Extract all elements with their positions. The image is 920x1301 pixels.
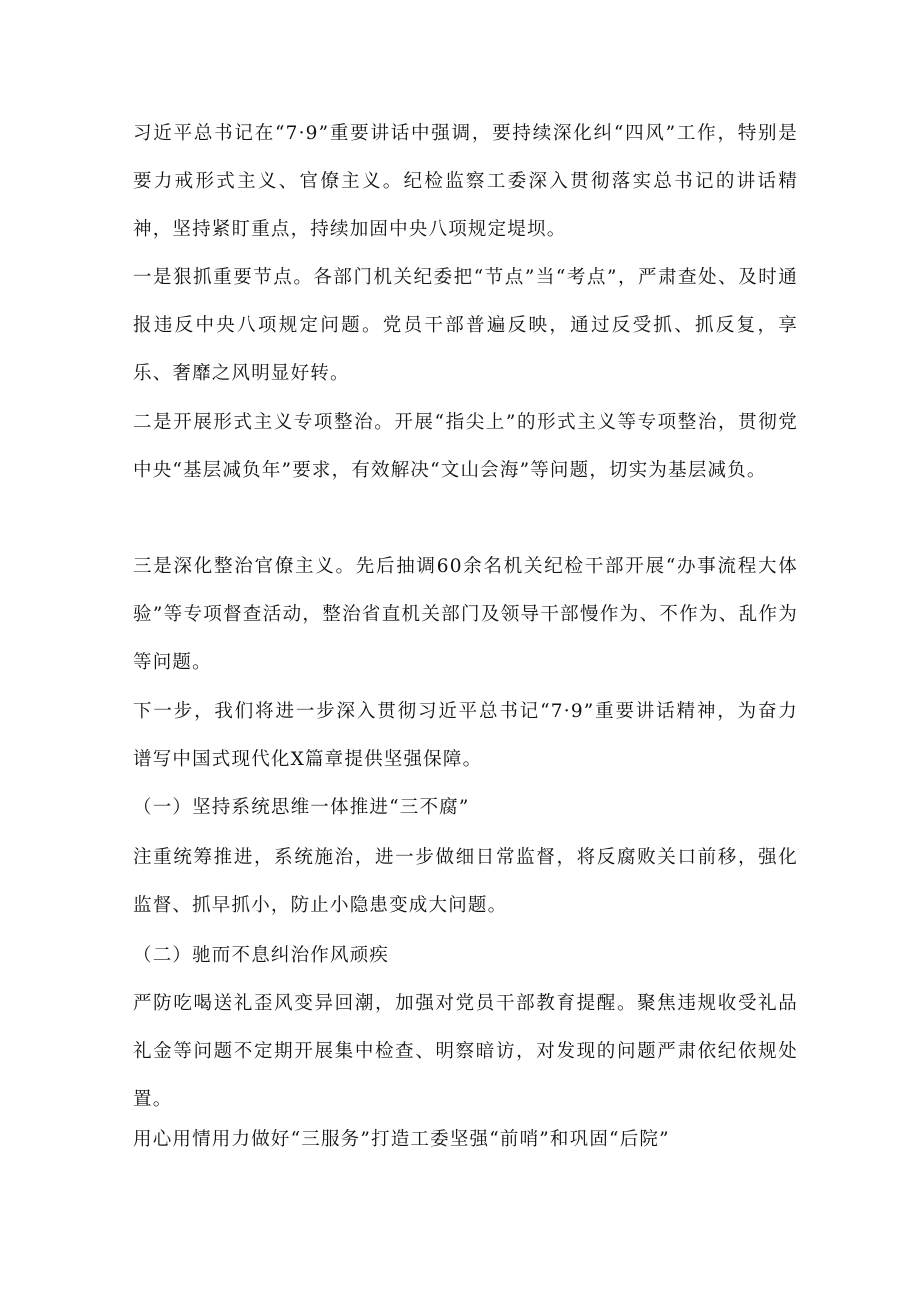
body-paragraph: 下一步，我们将进一步深入贯彻习近平总书记“7·9”重要讲话精神，为奋力谱写中国式现代化X篇章提供坚强保障。 (133, 701, 798, 770)
body-paragraph: 用心用情用力做好“三服务”打造工委坚强“前哨”和巩固“后院” (133, 1129, 670, 1150)
body-paragraph: 注重统筹推进，系统施治，进一步做细日常监督，将反腐败关口前移，强化监督、抓早抓小，防止小隐患变成大问题。 (133, 847, 798, 916)
section-heading: （二）驰而不息纠治作风顽疾 (133, 945, 390, 966)
body-paragraph: 二是开展形式主义专项整治。开展“指尖上”的形式主义等专项整治，贯彻党中央“基层减负年”要求，有效解决“文山会海”等问题，切实为基层减负。 (133, 412, 798, 481)
body-paragraph: 一是狠抓重要节点。各部门机关纪委把“节点”当“考点”，严肃查处、及时通报违反中央八项规定问题。党员干部普遍反映，通过反受抓、抓反复，享乐、奢靡之风明显好转。 (133, 267, 798, 384)
body-paragraph: 习近平总书记在“7·9”重要讲话中强调，要持续深化纠“四风”工作，特别是要力戒形式主义、官僚主义。纪检监察工委深入贯彻落实总书记的讲话精神，坚持紧盯重点，持续加固中央八项规定堤坝。 (133, 123, 798, 240)
section-heading: （一）坚持系统思维一体推进“三不腐” (133, 797, 470, 818)
body-paragraph: 三是深化整治官僚主义。先后抽调60余名机关纪检干部开展“办事流程大体验”等专项督查活动，整治省直机关部门及领导干部慢作为、不作为、乱作为等问题。 (133, 556, 798, 673)
body-paragraph: 严防吃喝送礼歪风变异回潮，加强对党员干部教育提醒。聚焦违规收受礼品礼金等问题不定期开展集中检查、明察暗访，对发现的问题严肃依纪依规处置。 (133, 993, 798, 1110)
